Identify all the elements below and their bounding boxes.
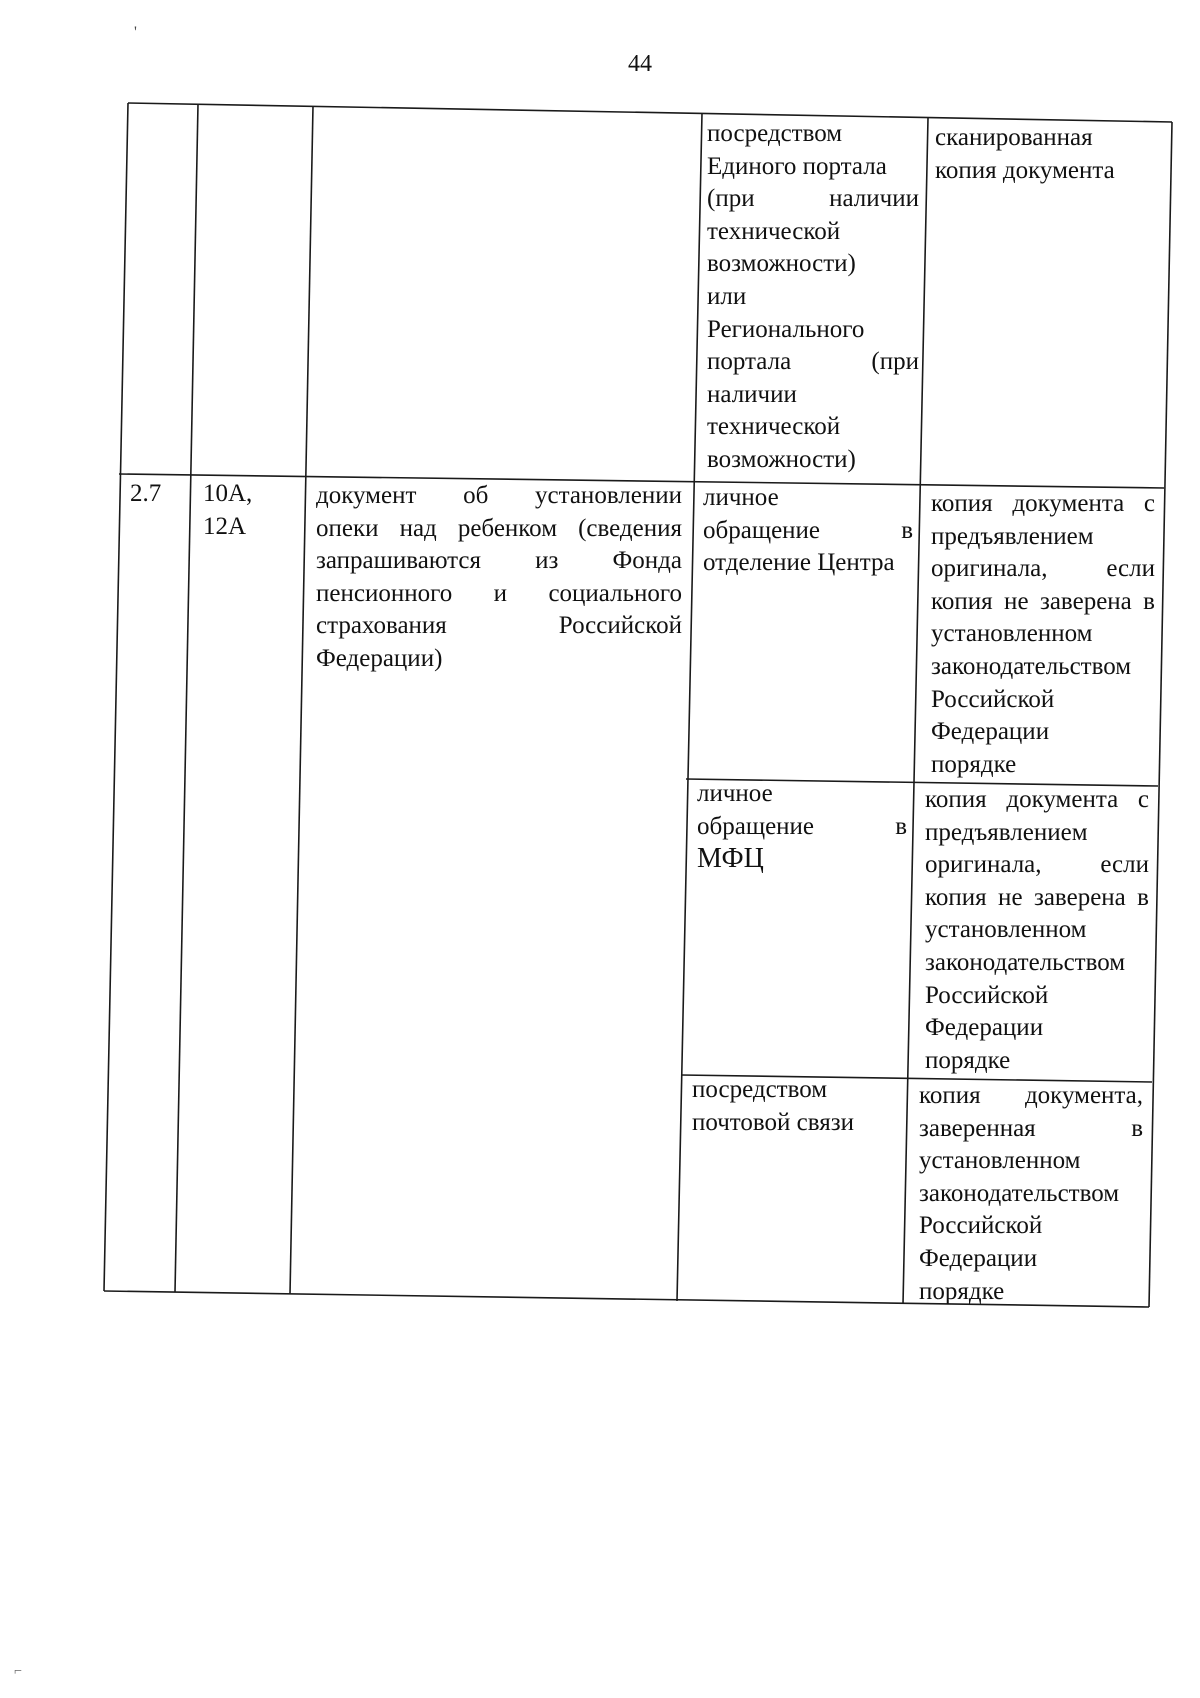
text-line: портала (при xyxy=(707,348,919,376)
row-codes xyxy=(203,478,293,543)
continued-form-cell xyxy=(935,122,1160,187)
form-cell-mfc xyxy=(925,784,1149,1077)
page-number: 44 xyxy=(628,51,652,77)
text-line: технической xyxy=(707,217,841,245)
text-line: (при наличии xyxy=(707,185,919,213)
text-line: Единого портала xyxy=(707,152,887,180)
col-border-codes xyxy=(290,106,313,1294)
scan-speck: ' xyxy=(134,24,137,41)
text-line: обращение в xyxy=(697,812,907,840)
text-line: возможности) xyxy=(707,445,856,473)
text-line: заверенная в xyxy=(919,1114,1143,1142)
col-border-left xyxy=(104,103,128,1291)
text-line: Федерации xyxy=(931,718,1050,746)
text-line: порядке xyxy=(925,1046,1011,1074)
text-line: Федерации) xyxy=(316,644,443,672)
text-line: личное xyxy=(697,780,773,807)
text-line: Российской xyxy=(925,981,1049,1009)
text-line: 12А xyxy=(203,512,247,540)
text-line: предъявлением xyxy=(925,818,1088,846)
text-line: копия не заверена в xyxy=(931,587,1155,615)
text-line: копия документа с xyxy=(925,786,1149,813)
text-line: пенсионного и социального xyxy=(316,579,682,607)
scan-corner-mark: ⌐ xyxy=(14,1664,22,1679)
row-document-description xyxy=(316,480,682,676)
text-line: запрашиваются из Фонда xyxy=(316,547,682,575)
form-cell-center xyxy=(931,488,1155,781)
text-line: личное xyxy=(703,484,779,511)
text-line: законодательством xyxy=(919,1179,1120,1207)
text-line: Российской xyxy=(931,685,1055,713)
text-line: МФЦ xyxy=(697,843,764,875)
table-top-border xyxy=(128,103,1172,122)
text-line: копия документа xyxy=(935,156,1115,184)
text-line: почтовой связи xyxy=(692,1108,854,1136)
text-line: документ об установлении xyxy=(316,482,682,509)
text-line: наличии xyxy=(707,380,797,408)
text-line: 10А, xyxy=(203,480,253,507)
text-line: порядке xyxy=(931,750,1017,778)
row-number: 2.7 xyxy=(130,480,162,507)
method-cell-center xyxy=(703,482,913,580)
text-line: копия документа, xyxy=(919,1082,1143,1109)
text-line: посредством xyxy=(692,1076,828,1103)
text-line: законодательством xyxy=(925,948,1126,976)
col-border-number xyxy=(175,104,198,1292)
form-cell-post xyxy=(919,1080,1143,1308)
text-line: технической xyxy=(707,413,841,441)
text-line: копия документа с xyxy=(931,490,1155,517)
text-line: установленном xyxy=(931,620,1093,648)
text-line: обращение в xyxy=(703,516,913,544)
text-line: установленном xyxy=(925,916,1087,944)
text-line: порядке xyxy=(919,1277,1005,1305)
text-line: предъявлением xyxy=(931,522,1094,550)
text-line: Федерации xyxy=(925,1014,1044,1042)
text-line: или xyxy=(707,282,747,310)
method-cell-mfc xyxy=(697,778,907,876)
text-line: опеки над ребенком (сведения xyxy=(316,514,682,542)
text-line: законодательством xyxy=(931,652,1132,680)
text-line: оригинала, если xyxy=(931,555,1155,583)
text-line: Регионального xyxy=(707,315,865,343)
text-line: страхования Российской xyxy=(316,612,682,640)
text-line: Российской xyxy=(919,1212,1043,1240)
text-line: оригинала, если xyxy=(925,851,1149,879)
text-line: Федерации xyxy=(919,1244,1038,1272)
text-line: сканированная xyxy=(935,124,1093,151)
text-line: установленном xyxy=(919,1147,1081,1175)
method-cell-post xyxy=(692,1074,902,1139)
text-line: посредством xyxy=(707,120,843,147)
continued-method-cell xyxy=(707,118,919,477)
text-line: отделение Центра xyxy=(703,549,895,577)
text-line: копия не заверена в xyxy=(925,883,1149,911)
text-line: возможности) xyxy=(707,250,856,278)
